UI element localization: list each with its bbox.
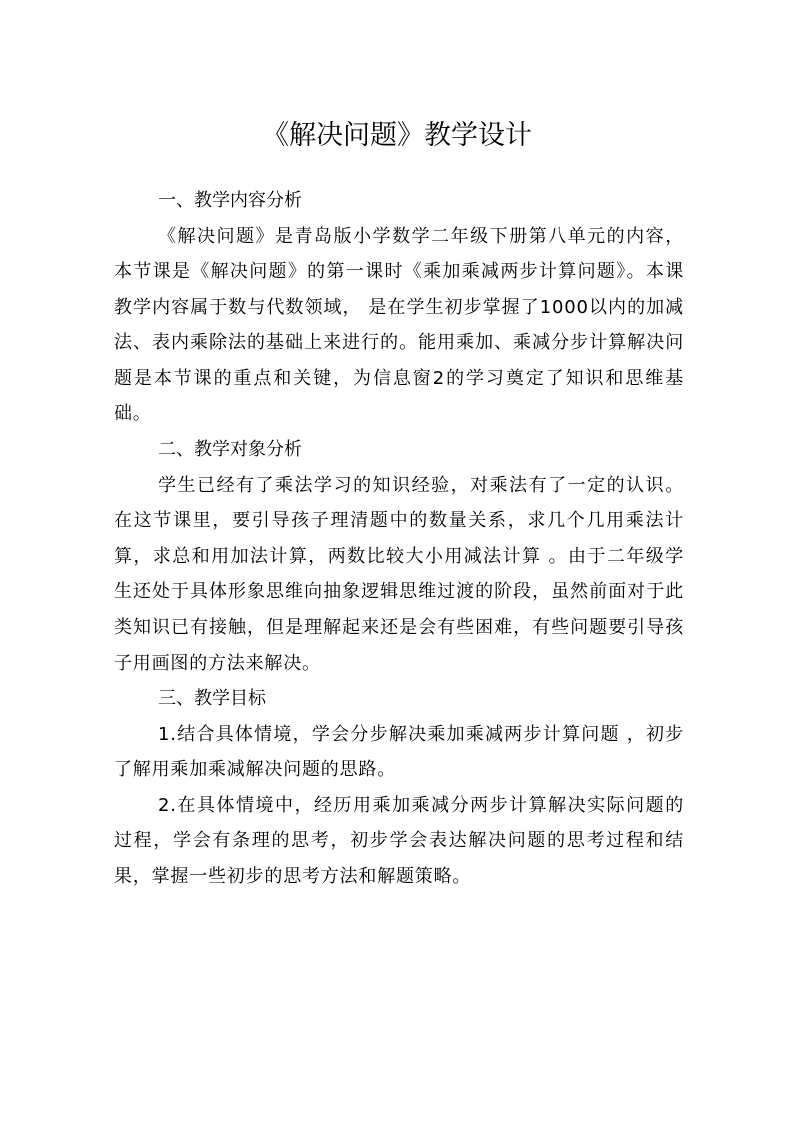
- section-heading: 三、教学目标: [158, 688, 266, 710]
- section-student-analysis: [114, 432, 684, 681]
- paragraph: 《解决问题》是青岛版小学数学二年级下册第八单元的内容，本节课是《解决问题》的第一课时《乘加乘减两步计算问题》。本课教学内容属于数与代数领域， 是在学生初步掌握了1000以内的加减法、表内乘除法的基础上来进行的。能用乘加、乘减分步计算解决问题是本节课的重点和关键，为信息窗2的学习奠定了知识和思维基础。: [114, 225, 684, 425]
- section-heading: 二、教学对象分析: [158, 439, 302, 461]
- section-teaching-goals: [114, 681, 684, 894]
- paragraph: 2.在具体情境中，经历用乘加乘减分两步计算解决实际问题的过程，学会有条理的思考，初步学会表达解决问题的思考过程和结果，掌握一些初步的思考方法和解题策略。: [114, 794, 684, 887]
- document-body: [114, 183, 684, 895]
- section-heading: 一、教学内容分析: [158, 190, 302, 211]
- paragraph: 1.结合具体情境，学会分步解决乘加乘减两步计算问题 ，初步了解用乘加乘减解决问题的思路。: [114, 723, 684, 781]
- document-title: 《解决问题》教学设计: [262, 120, 532, 151]
- paragraph: 学生已经有了乘法学习的知识经验，对乘法有了一定的认识。在这节课里，要引导孩子理清题中的数量关系，求几个几用乘法计算，求总和用加法计算，两数比较大小用减法计算 。由于二年级学生还处于具体形象思维向抽象逻辑思维过渡的阶段，虽然前面对于此类知识已有接触，但是理解起来还是会有些困难，有些问题要引导孩子用画图的方法来解决。: [114, 474, 684, 674]
- section-content-analysis: [114, 183, 684, 432]
